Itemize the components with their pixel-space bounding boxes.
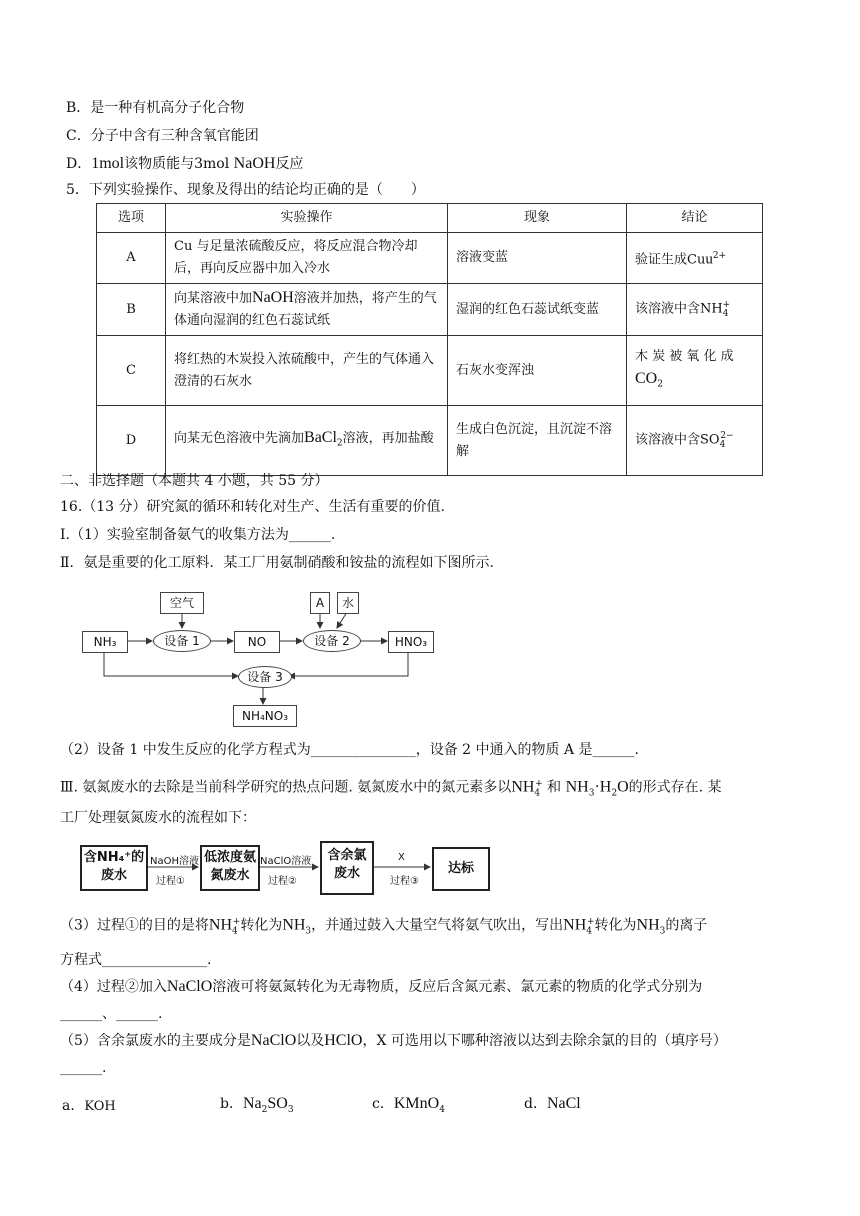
- device2-oval: 设备 2: [303, 630, 361, 652]
- flow2-box1: 含NH₄⁺的 废水: [80, 845, 148, 891]
- option-d: D．1mol该物质能与3mol NaOH反应: [66, 155, 304, 172]
- flow2-box4: 达标: [432, 847, 490, 891]
- q16-sub5-line1: （5）含余氯废水的主要成分是NaClO以及HClO，X 可选用以下哪种溶液以达到去除余氯的目的（填序号）: [60, 1032, 727, 1049]
- q16-sub5-line2: ______.: [60, 1060, 107, 1076]
- q16-part2: Ⅱ．氨是重要的化工原料．某工厂用氨制硝酸和铵盐的流程如下图所示.: [60, 555, 494, 571]
- table-header: 选项: [97, 204, 166, 233]
- flow2-box3: 含余氯 废水: [320, 841, 374, 895]
- table-row: A Cu 与足量浓硫酸反应，将反应混合物冷却后，再向反应器中加入冷水 溶液变蓝 验证生成Cuu$^{2+}$: [97, 233, 763, 284]
- flow2-label2-top: NaClO溶液: [260, 856, 312, 867]
- option-c: C．分子中含有三种含氧官能团: [66, 128, 259, 144]
- choice-a: a．KOH: [62, 1098, 116, 1114]
- table-row: D 向某无色溶液中先滴加BaCl$_2$溶液，再加盐酸 生成白色沉淀，且沉淀不溶解 该溶液中含$SO_4^{2-}$: [97, 406, 763, 476]
- option-b: B．是一种有机高分子化合物: [66, 100, 245, 116]
- device1-oval: 设备 1: [153, 630, 211, 652]
- nh3-box: NH₃: [82, 631, 128, 653]
- air-box: 空气: [160, 592, 204, 614]
- section-title: 二、非选择题（本题共 4 小题，共 55 分）: [60, 473, 329, 489]
- q5-stem: 5．下列实验操作、现象及得出的结论均正确的是（ ）: [66, 182, 425, 198]
- a-box: A: [310, 592, 330, 614]
- q16-part3-line2: 工厂处理氨氮废水的流程如下：: [60, 810, 256, 826]
- q16-sub2: （2）设备 1 中发生反应的化学方程式为_______________，设备 2 中通入的物质 A 是______.: [60, 742, 639, 758]
- nh4no3-box: NH₄NO₃: [233, 705, 297, 727]
- table-header: 实验操作: [166, 204, 448, 233]
- no-box: NO: [234, 631, 280, 653]
- q16-intro: 16.（13 分）研究氮的循环和转化对生产、生活有重要的价值.: [60, 499, 445, 515]
- water-box: 水: [337, 592, 359, 614]
- q16-sub3-line2: 方程式_______________.: [60, 952, 212, 968]
- q16-sub4-line1: （4）过程②加入NaClO溶液可将氨氮转化为无毒物质，反应后含氮元素、氯元素的物质的化学式分别为: [60, 978, 703, 995]
- q16-sub4-line2: ______、______.: [60, 1006, 163, 1022]
- hno3-box: HNO₃: [388, 631, 434, 653]
- flow2-label1-top: NaOH溶液: [150, 856, 199, 867]
- device3-oval: 设备 3: [238, 666, 292, 688]
- flow2-label3-top: X: [398, 852, 405, 863]
- table-header: 结论: [627, 204, 763, 233]
- choice-b: b．$Na_2SO_3$: [220, 1095, 294, 1115]
- choice-d: d．NaCl: [524, 1095, 581, 1112]
- flow2-label1-bottom: 过程①: [156, 876, 185, 887]
- q16-part3-line1: Ⅲ. 氨氮废水的去除是当前科学研究的热点问题. 氨氮废水中的氮元素多以$NH_4^+$ 和 $NH_3\cdot H_2O$的形式存在. 某: [60, 778, 722, 799]
- q16-part1: I.（1）实验室制备氨气的收集方法为______.: [60, 527, 336, 543]
- flow2-box2: 低浓度氨 氮废水: [200, 845, 260, 891]
- q16-sub3-line1: （3）过程①的目的是将$NH_4^+$转化为$NH_3$，并通过鼓入大量空气将氨气吹出，写出$NH_4^+$转化为$NH_3$的离子: [60, 916, 708, 937]
- table-header: 现象: [448, 204, 627, 233]
- flow2-label3-bottom: 过程③: [390, 876, 419, 887]
- flow2-label2-bottom: 过程②: [268, 876, 297, 887]
- table-row: B 向某溶液中加NaOH溶液并加热，将产生的气体通向湿润的红色石蕊试纸 湿润的红色石蕊试纸变蓝 该溶液中含$NH_4^+$: [97, 284, 763, 336]
- table-row: C 将红热的木炭投入浓硫酸中，产生的气体通入澄清的石灰水 石灰水变浑浊 木 炭 被 氧 化 成 $CO_2$: [97, 336, 763, 406]
- choice-c: c．KMnO$_4$: [372, 1095, 445, 1115]
